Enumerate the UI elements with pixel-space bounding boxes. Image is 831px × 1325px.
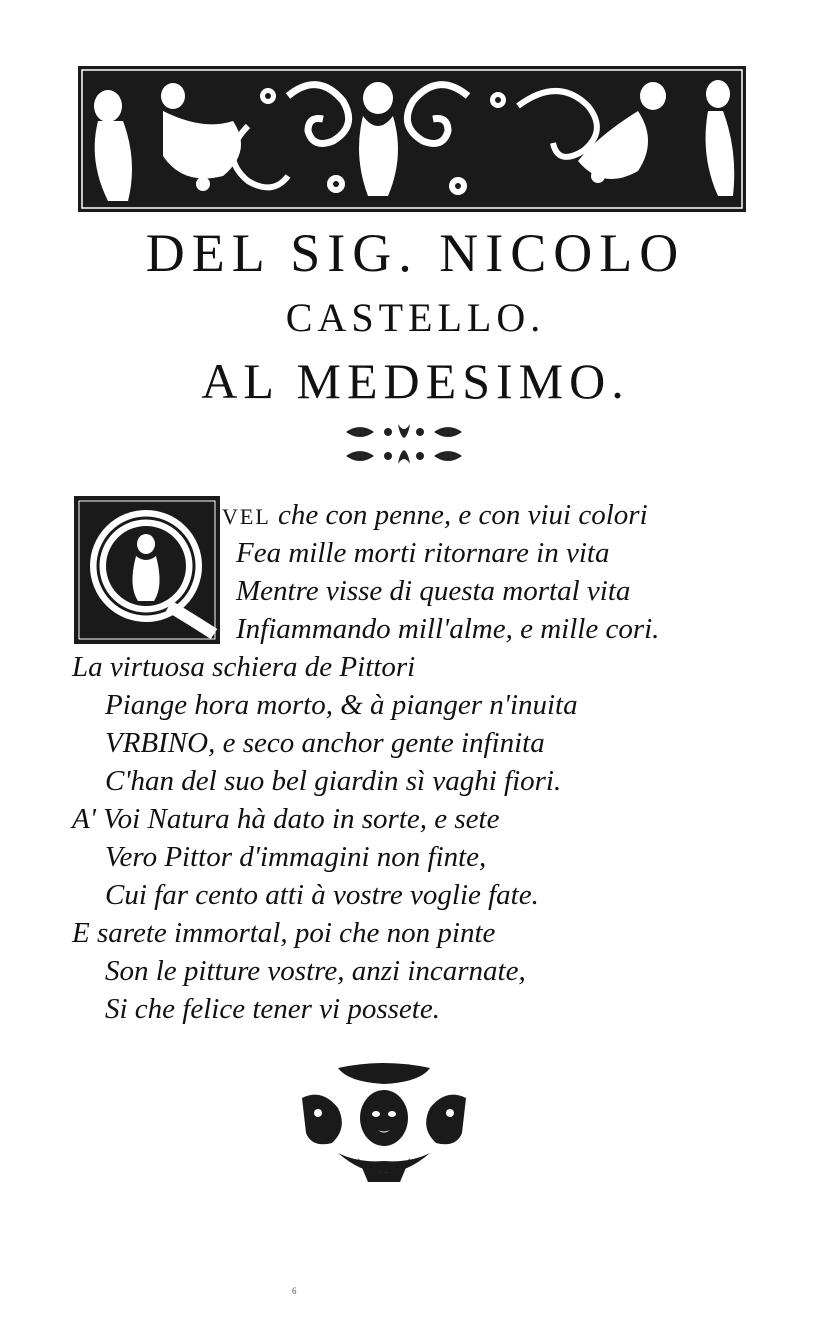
poem-line-4: Infiammando mill'alme, e mille cori.	[236, 613, 660, 645]
title-line-2: CASTELLO.	[285, 295, 546, 340]
woodcut-headpiece-icon	[78, 66, 746, 212]
poem-first-word: VEL	[222, 504, 271, 529]
poem-line-7: VRBINO, e seco anchor gente infinita	[105, 727, 545, 759]
title-line-1: DEL SIG. NICOLO	[145, 223, 686, 283]
fleuron-ornament-icon	[342, 420, 466, 468]
folio-mark: 6	[292, 1286, 297, 1296]
title-line-3: AL MEDESIMO.	[201, 353, 630, 409]
poem-line-3: Mentre visse di questa mortal vita	[236, 575, 631, 607]
poem-line-12: E sarete immortal, poi che non pinte	[72, 917, 496, 949]
poem-line-1	[222, 496, 648, 536]
tailpiece-mask-ornament-icon	[298, 1058, 470, 1184]
poem-line-11: Cui far cento atti à vostre voglie fate.	[105, 879, 539, 911]
poem-line-14: Si che felice tener vi possete.	[105, 993, 440, 1025]
poem-line-9: A' Voi Natura hà dato in sorte, e sete	[72, 803, 500, 835]
poem-line-2: Fea mille morti ritornare in vita	[236, 537, 610, 569]
poem-line-6: Piange hora morto, & à pianger n'inuita	[105, 689, 578, 721]
poem-line-8: C'han del suo bel giardin sì vaghi fiori.	[105, 765, 562, 797]
decorated-initial-q-icon	[74, 496, 220, 644]
poem-line-5: La virtuosa schiera de Pittori	[72, 651, 416, 683]
poem-line-1-text: che con penne, e con viui colori	[270, 499, 648, 531]
poem-line-10: Vero Pittor d'immagini non finte,	[105, 841, 487, 873]
poem-line-13: Son le pitture vostre, anzi incarnate,	[105, 955, 526, 987]
